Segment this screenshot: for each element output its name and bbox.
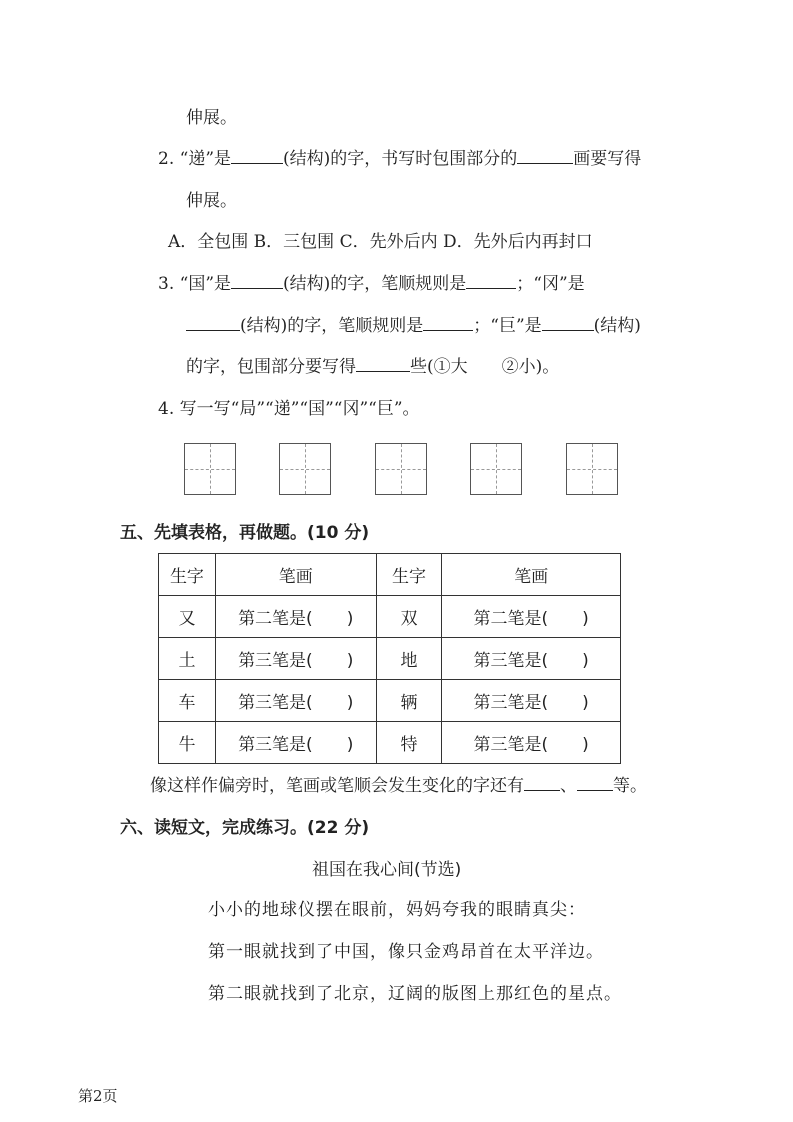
table-cell: 双 bbox=[376, 596, 442, 638]
q3-text-6: (结构) bbox=[593, 316, 641, 336]
q2-number: 2. bbox=[158, 149, 175, 169]
table-header-row bbox=[159, 554, 621, 596]
writing-grid-3[interactable] bbox=[375, 443, 427, 495]
section-6-title: 六、读短文，完成练习。(22 分) bbox=[120, 818, 370, 838]
table-row bbox=[159, 638, 621, 680]
q2-text-1: “递”是 bbox=[179, 149, 232, 169]
followup-text-3: 等。 bbox=[613, 776, 647, 796]
table-cell-answer[interactable]: 第二笔是( ) bbox=[442, 596, 621, 638]
question-3-line-3 bbox=[186, 355, 559, 379]
q2-blank-2[interactable] bbox=[517, 147, 573, 164]
table-cell: 特 bbox=[376, 722, 442, 764]
poem-line-2: 第一眼就找到了中国，像只金鸡昂首在太平洋边。 bbox=[208, 942, 604, 962]
table-cell: 土 bbox=[159, 638, 216, 680]
stroke-table bbox=[158, 553, 621, 764]
table-cell-answer[interactable]: 第三笔是( ) bbox=[442, 638, 621, 680]
q1-continuation: 伸展。 bbox=[186, 108, 237, 128]
table-cell-answer[interactable]: 第三笔是( ) bbox=[442, 722, 621, 764]
q3-text-3: ；“冈”是 bbox=[516, 274, 585, 294]
question-4 bbox=[158, 397, 420, 421]
question-2 bbox=[158, 147, 641, 171]
followup-text-1: 像这样作偏旁时，笔画或笔顺会发生变化的字还有 bbox=[150, 776, 524, 796]
poem-line-3: 第二眼就找到了北京，辽阔的版图上那红色的星点。 bbox=[208, 984, 622, 1004]
table-row bbox=[159, 680, 621, 722]
q3-blank-4[interactable] bbox=[423, 314, 473, 331]
q2-text-2: (结构)的字，书写时包围部分的 bbox=[283, 149, 518, 169]
q3-text-8: 些(①大 ②小)。 bbox=[410, 357, 560, 377]
header-stroke: 笔画 bbox=[215, 554, 376, 596]
q3-text-4: (结构)的字，笔顺规则是 bbox=[240, 316, 424, 336]
table-cell-answer[interactable]: 第三笔是( ) bbox=[215, 722, 376, 764]
q3-text-1: “国”是 bbox=[179, 274, 232, 294]
q2-text-3: 画要写得 bbox=[573, 149, 642, 169]
q3-blank-6[interactable] bbox=[356, 355, 410, 372]
q4-number: 4. bbox=[158, 399, 175, 419]
table-cell-answer[interactable]: 第三笔是( ) bbox=[215, 680, 376, 722]
q3-blank-5[interactable] bbox=[542, 314, 594, 331]
page-number: 第2页 bbox=[78, 1087, 118, 1105]
table-cell-answer[interactable]: 第三笔是( ) bbox=[215, 638, 376, 680]
answer-options: A．全包围 B．三包围 C．先外后内 D．先外后内再封口 bbox=[168, 232, 593, 252]
q3-blank-3[interactable] bbox=[186, 314, 240, 331]
question-3-line-2 bbox=[186, 314, 641, 338]
table-cell: 地 bbox=[376, 638, 442, 680]
table-cell: 牛 bbox=[159, 722, 216, 764]
table-cell: 车 bbox=[159, 680, 216, 722]
followup-blank-2[interactable] bbox=[577, 774, 613, 791]
followup-text-2: 、 bbox=[560, 776, 577, 796]
table-cell: 辆 bbox=[376, 680, 442, 722]
q3-blank-1[interactable] bbox=[231, 272, 283, 289]
q2-blank-1[interactable] bbox=[231, 147, 283, 164]
header-character: 生字 bbox=[376, 554, 442, 596]
q3-text-2: (结构)的字，笔顺规则是 bbox=[283, 274, 467, 294]
q3-blank-2[interactable] bbox=[466, 272, 516, 289]
writing-grid-4[interactable] bbox=[470, 443, 522, 495]
writing-grid-2[interactable] bbox=[279, 443, 331, 495]
section-5-followup bbox=[150, 774, 647, 798]
section-5-title: 五、先填表格，再做题。(10 分) bbox=[120, 523, 370, 543]
table-cell: 又 bbox=[159, 596, 216, 638]
q4-text: 写一写“局”“递”“国”“冈”“巨”。 bbox=[179, 399, 420, 419]
q3-number: 3. bbox=[158, 274, 175, 294]
followup-blank-1[interactable] bbox=[524, 774, 560, 791]
question-3-line-1 bbox=[158, 272, 585, 296]
q2-continuation: 伸展。 bbox=[186, 191, 237, 211]
q3-text-7: 的字，包围部分要写得 bbox=[186, 357, 356, 377]
table-cell-answer[interactable]: 第二笔是( ) bbox=[215, 596, 376, 638]
poem-line-1: 小小的地球仪摆在眼前，妈妈夸我的眼睛真尖： bbox=[208, 900, 586, 920]
writing-grid-1[interactable] bbox=[184, 443, 236, 495]
poem-title: 祖国在我心间(节选) bbox=[312, 860, 462, 880]
header-stroke: 笔画 bbox=[442, 554, 621, 596]
table-row bbox=[159, 722, 621, 764]
q3-text-5: ；“巨”是 bbox=[473, 316, 542, 336]
header-character: 生字 bbox=[159, 554, 216, 596]
writing-grid-5[interactable] bbox=[566, 443, 618, 495]
table-cell-answer[interactable]: 第三笔是( ) bbox=[442, 680, 621, 722]
table-row bbox=[159, 596, 621, 638]
